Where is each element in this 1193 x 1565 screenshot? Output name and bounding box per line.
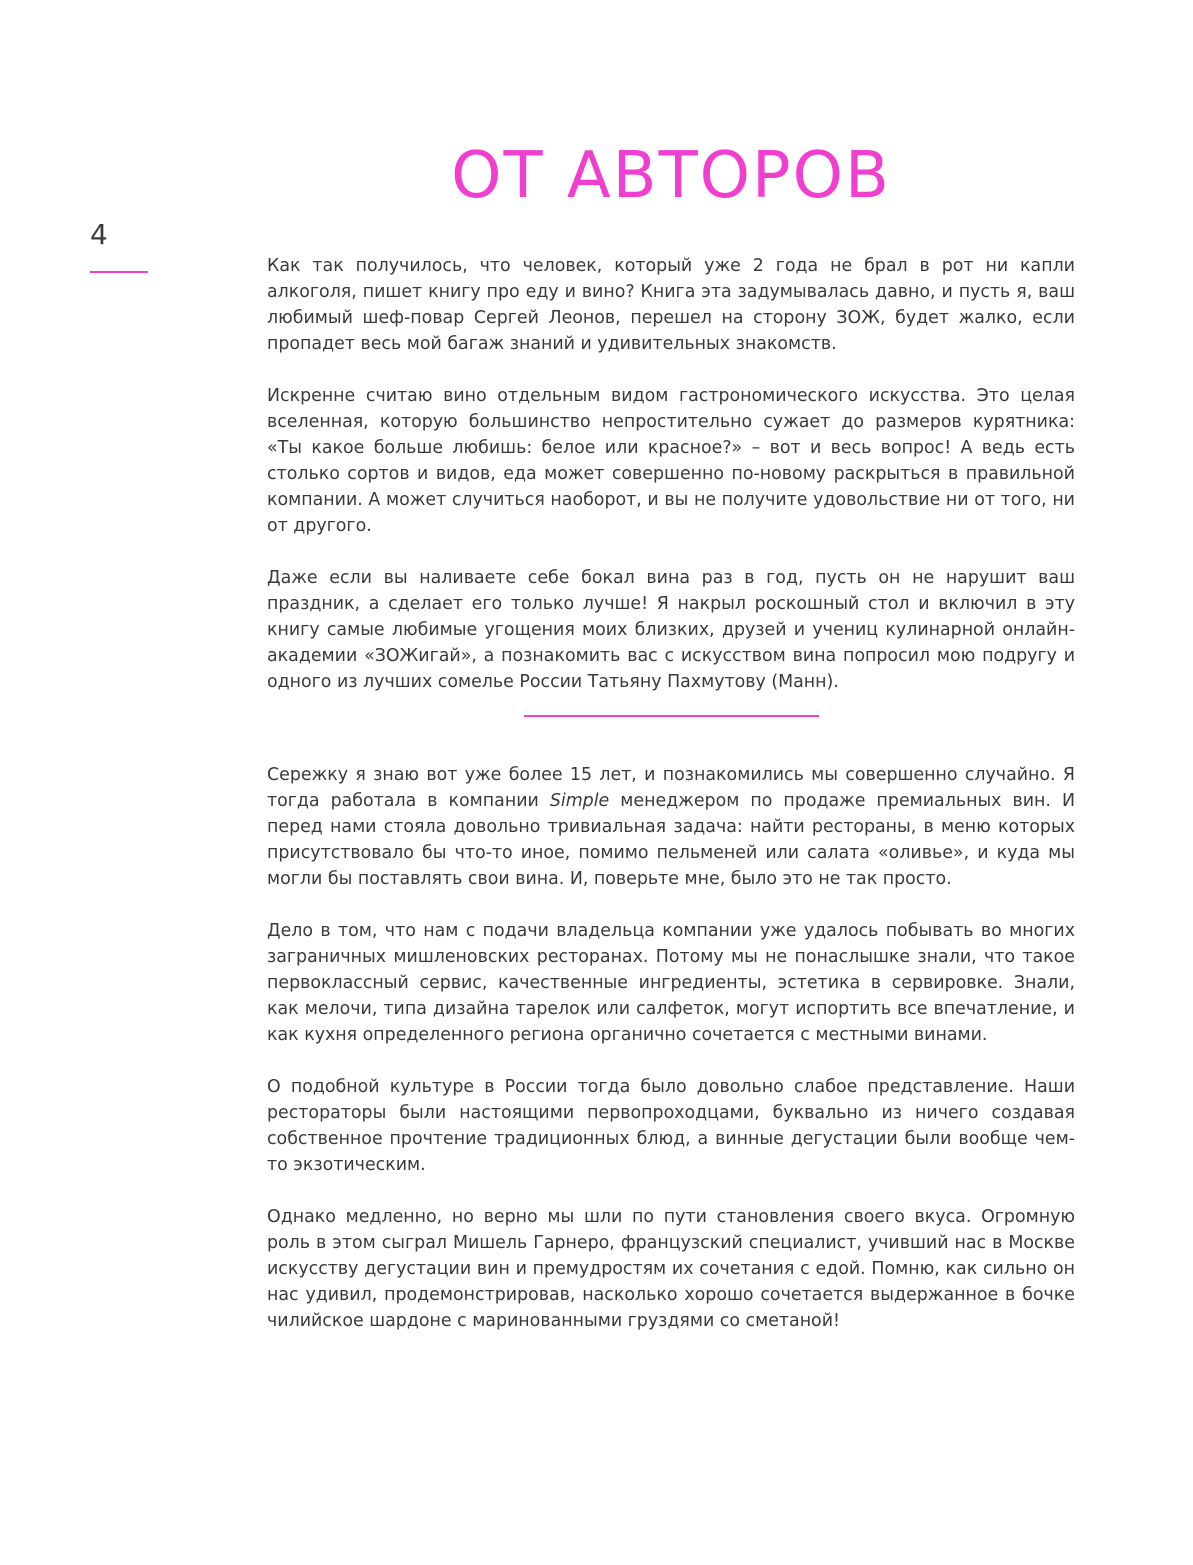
paragraph-text: менеджером по продаже премиальных вин. И перед нами стояла довольно тривиальная задача: найти рестораны, в меню которых присутствовало бы что-то иное, помимо пельменей или салата «оливье», и куда мы могли бы поставлять свои вина. И, поверьте мне, было это не так просто.	[267, 791, 1075, 889]
paragraph: Как так получилось, что человек, который уже 2 года не брал в рот ни капли алкоголя, пишет книгу про еду и вино? Книга эта задумывалась давно, и пусть я, ваш любимый шеф-повар Сергей Леонов, перешел на сторону ЗОЖ, будет жалко, если пропадет весь мой багаж знаний и удивительных знакомств.	[267, 256, 1075, 354]
section-chef-intro	[267, 253, 1075, 695]
page-number: 4	[90, 218, 108, 251]
section-divider	[524, 715, 819, 717]
article-body	[267, 253, 1075, 1360]
paragraph: Даже если вы наливаете себе бокал вина раз в год, пусть он не нарушит ваш праздник, а сделает его только лучше! Я накрыл роскошный стол и включил в эту книгу самые любимые угощения моих близких, друзей и учениц кулинарной онлайн-академии «ЗОЖигай», а познакомить вас с искусством вина попросил мою подругу и одного из лучших сомелье России Татьяну Пахмутову (Манн).	[267, 568, 1075, 692]
paragraph: Однако медленно, но верно мы шли по пути становления своего вкуса. Огромную роль в этом сыграл Мишель Гарнеро, французский специалист, учивший нас в Москве искусству дегустации вин и премудростям их сочетания с едой. Помню, как сильно он нас удивил, продемонстрировав, насколько хорошо сочетается выдержанное в бочке чилийское шардоне с маринованными груздями со сметаной!	[267, 1207, 1075, 1331]
company-name: Simple	[549, 791, 610, 811]
paragraph-text: Сережку я знаю вот уже более 15 лет, и познакомились мы совершенно случайно. Я тогда работала в компании	[267, 765, 1075, 811]
paragraph: Искренне считаю вино отдельным видом гастрономического искусства. Это целая вселенная, которую большинство непростительно сужает до размеров курятника: «Ты какое больше любишь: белое или красное?» – вот и весь вопрос! А ведь есть столько сортов и видов, еда может совершенно по-новому раскрыться в правильной компании. А может случиться наоборот, и вы не получите удовольствие ни от того, ни от другого.	[267, 386, 1075, 536]
page-title: ОТ АВТОРОВ	[451, 139, 891, 213]
paragraph: О подобной культуре в России тогда было довольно слабое представление. Наши рестораторы были настоящими первопроходцами, буквально из ничего создавая собственное прочтение традиционных блюд, а винные дегустации были вообще чем-то экзотическим.	[267, 1077, 1075, 1175]
paragraph: Дело в том, что нам с подачи владельца компании уже удалось побывать во многих заграничных мишленовских ресторанах. Потому мы не понаслышке знали, что такое первоклассный сервис, качественные ингредиенты, эстетика в сервировке. Знали, как мелочи, типа дизайна тарелок или салфеток, могут испортить все впечатление, и как кухня определенного региона органично сочетается с местными винами.	[267, 921, 1075, 1045]
section-sommelier-intro	[267, 762, 1075, 1334]
page-number-rule	[90, 271, 148, 273]
paragraph	[267, 762, 1075, 892]
